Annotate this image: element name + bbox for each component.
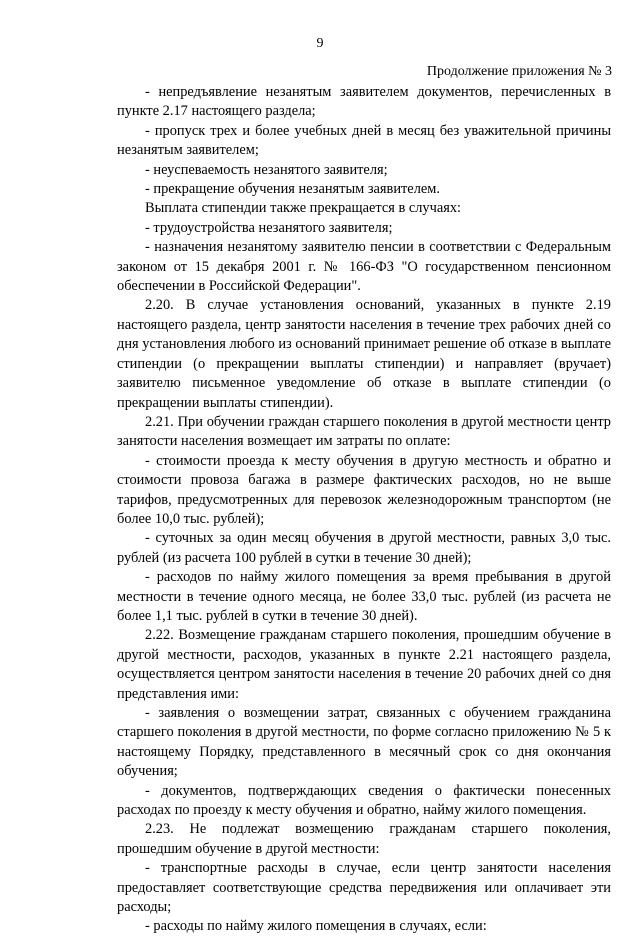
paragraph: - расходов по найму жилого помещения за время пребывания в другой местности в течение одного месяца, не более 33,0 тыс. рублей (из расчета не более 1,1 тыс. рублей в сутки в течение 30 дней). bbox=[117, 569, 611, 624]
paragraph: - стоимости проезда к месту обучения в другую местность и обратно и стоимости провоза багажа в размере фактических расходов, но не выше тарифов, предусмотренных для перевозок железнодорожным транспортом (не более 10,0 тыс. рублей); bbox=[117, 452, 611, 527]
paragraph: - заявления о возмещении затрат, связанных с обучением гражданина старшего поколения в другой местности, по форме согласно приложению № 5 к настоящему Порядку, представленного в месячный срок со дня окончания обучения; bbox=[117, 705, 611, 780]
paragraph: 2.20. В случае установления оснований, указанных в пункте 2.19 настоящего раздела, центр занятости населения в течение трех рабочих дней со дня установления любого из оснований принимает решение об отказе в выплате стипендии (о прекращении выплаты стипендии) и направляет (вручает) заявителю письменное уведомление об отказе в выплате стипендии (о прекращении выплаты стипендии). bbox=[117, 297, 611, 411]
paragraph: - транспортные расходы в случае, если центр занятости населения предоставляет соответствующие средства передвижения или оплачивает эти расходы; bbox=[117, 860, 611, 916]
appendix-continuation-label: Продолжение приложения № 3 bbox=[426, 64, 612, 79]
paragraph: 2.21. При обучении граждан старшего поколения в другой местности центр занятости населения возмещает им затраты по оплате: bbox=[117, 413, 611, 450]
paragraph: - документов, подтверждающих сведения о фактически понесенных расходах по проезду к месту обучения и обратно, найму жилого помещения. bbox=[117, 782, 611, 819]
paragraph: - прекращение обучения незанятым заявителем. bbox=[145, 181, 440, 198]
paragraph: - пропуск трех и более учебных дней в месяц без уважительной причины незанятым заявителем; bbox=[117, 122, 611, 159]
paragraph: - неуспеваемость незанятого заявителя; bbox=[145, 161, 388, 178]
document-body bbox=[117, 83, 611, 937]
page-number: 9 bbox=[316, 36, 324, 51]
paragraph: 2.23. Не подлежат возмещению гражданам старшего поколения, прошедшим обучение в другой местности: bbox=[117, 821, 611, 857]
paragraph: 2.22. Возмещение гражданам старшего поколения, прошедшим обучение в другой местности, расходов, указанных в пункте 2.21 настоящего раздела, осуществляется центром занятости населения в течение 20 рабочих дней со дня представления ими: bbox=[117, 627, 611, 702]
paragraph: - трудоустройства незанятого заявителя; bbox=[145, 219, 393, 236]
paragraph: - непредъявление незанятым заявителем документов, перечисленных в пункте 2.17 настоящего раздела; bbox=[117, 84, 611, 120]
paragraph: - суточных за один месяц обучения в другой местности, равных 3,0 тыс. рублей (из расчета 100 рублей в сутки в течение 30 дней); bbox=[117, 530, 611, 566]
paragraph: - назначения незанятому заявителю пенсии в соответствии с Федеральным законом от 15 декабря 2001 г. № 166-ФЗ "О государственном пенсионном обеспечении в Российской Федерации". bbox=[117, 239, 611, 295]
paragraph: - расходы по найму жилого помещения в случаях, если: bbox=[145, 918, 487, 935]
paragraph: Выплата стипендии также прекращается в случаях: bbox=[145, 200, 462, 217]
